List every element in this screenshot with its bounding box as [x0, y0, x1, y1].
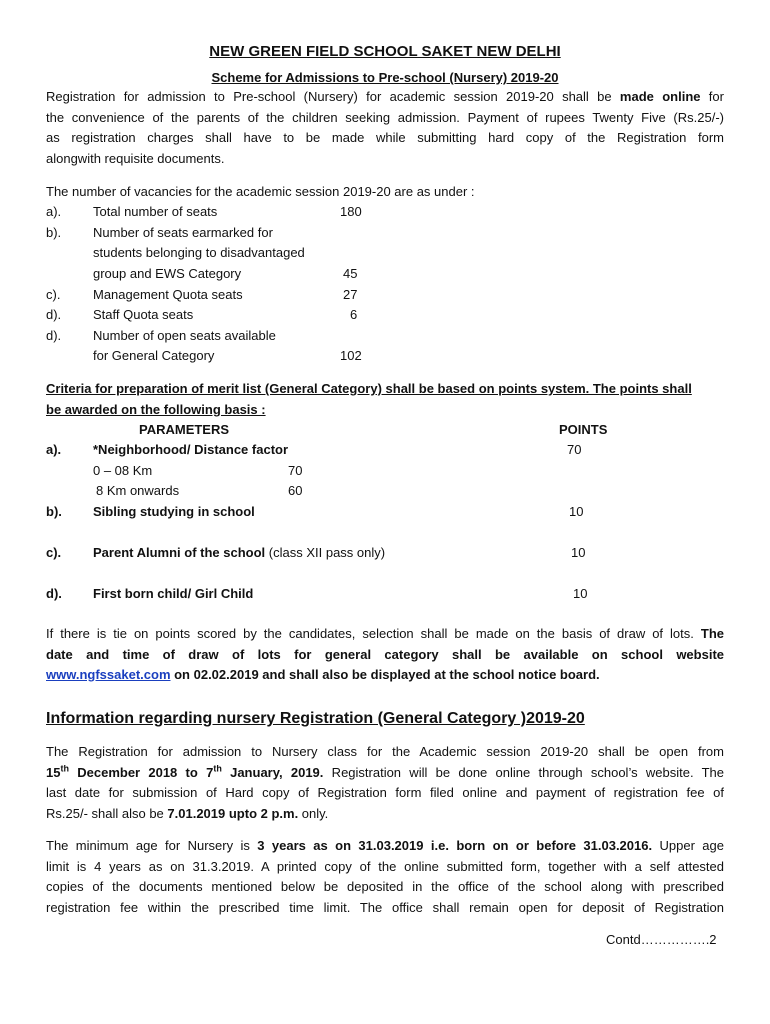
info-text: only.	[298, 805, 329, 821]
info-deadline: 7.01.2019 upto 2 p.m.	[167, 805, 299, 821]
info-text: Registration will be done online through school’s website. The	[323, 764, 724, 780]
column-header-points: POINTS	[559, 422, 608, 437]
criteria-points: 10	[569, 504, 584, 519]
criteria-points: 10	[573, 586, 588, 601]
vacancy-text: Staff Quota seats	[93, 307, 194, 322]
criteria-parameter: First born child/ Girl Child	[93, 586, 254, 601]
criteria-points: 10	[571, 545, 586, 560]
criteria-heading: Criteria for preparation of merit list (General Category) shall be based on points system. The points shall	[46, 381, 692, 396]
tie-emphasis: The	[700, 626, 724, 641]
criteria-subparameter: 0 – 08 Km	[93, 463, 153, 478]
info-line: copies of the documents mentioned below be deposited in the office of the school along with prescribed	[46, 879, 724, 894]
school-website-link[interactable]: www.ngfssaket.com	[46, 667, 171, 682]
info-paragraph-1	[46, 742, 724, 824]
info-line: registration fee within the prescribed time limit. The office shall remain open for deposit of Registration	[46, 899, 724, 915]
tie-line: date and time of draw of lots for general category shall be available on school website	[46, 646, 724, 662]
vacancies-heading: The number of vacancies for the academic session 2019-20 are as under :	[46, 184, 475, 199]
info-date: 15	[46, 764, 61, 780]
vacancy-value: 102	[340, 348, 362, 363]
intro-text: Registration for admission to Pre-school (Nursery) for academic session 2019-20 shall be	[46, 89, 620, 104]
intro-text: for	[700, 89, 724, 104]
vacancy-text: group and EWS Category	[93, 266, 242, 281]
criteria-parameter-text: Parent Alumni of the school	[93, 545, 266, 560]
intro-line: as registration charges shall have to be made while submitting hard copy of the Registration form	[46, 130, 724, 145]
vacancy-text: Total number of seats	[93, 204, 218, 219]
criteria-subpoints: 70	[288, 463, 303, 478]
continued-marker: Contd…………….2	[606, 932, 717, 947]
tie-text: on 02.02.2019 and shall also be displayed at the school notice board.	[170, 667, 600, 682]
criteria-points: 70	[567, 442, 582, 457]
vacancy-value: 180	[340, 204, 362, 219]
vacancy-value: 27	[343, 287, 358, 302]
vacancy-text: for General Category	[93, 348, 215, 363]
vacancy-label: b).	[46, 225, 62, 240]
info-text: The minimum age for Nursery is	[46, 838, 258, 853]
criteria-subpoints: 60	[288, 483, 303, 498]
tie-paragraph	[46, 624, 724, 686]
criteria-parameter	[93, 545, 385, 561]
info-line: The Registration for admission to Nursery class for the Academic session 2019-20 shall be open from	[46, 744, 724, 759]
tie-text: If there is tie on points scored by the candidates, selection shall be made on the basis of draw of lots.	[46, 626, 701, 641]
intro-emphasis: made online	[619, 89, 701, 104]
vacancy-text: Number of open seats available	[93, 328, 276, 343]
info-heading: Information regarding nursery Registration (General Category )2019-20	[46, 710, 585, 727]
criteria-label: a).	[46, 442, 62, 457]
vacancy-label: d).	[46, 328, 62, 343]
info-date-suffix: th	[60, 763, 69, 774]
column-header-parameters: PARAMETERS	[139, 422, 230, 437]
info-line: limit is 4 years as on 31.3.2019. A printed copy of the online submitted form, together with a self attested	[46, 858, 724, 874]
page-title: NEW GREEN FIELD SCHOOL SAKET NEW DELHI	[209, 43, 561, 60]
info-date: December 2018 to 7	[68, 764, 214, 780]
criteria-label: c).	[46, 545, 62, 560]
vacancy-value: 6	[350, 307, 358, 322]
vacancy-text: students belonging to disadvantaged	[93, 245, 305, 260]
info-age-rule: 3 years as on 31.03.2019 i.e. born on or before 31.03.2016.	[257, 838, 653, 853]
criteria-label: d).	[46, 586, 62, 601]
vacancy-label: c).	[46, 287, 61, 302]
info-date-suffix: th	[213, 763, 222, 774]
criteria-label: b).	[46, 504, 62, 519]
page-subtitle: Scheme for Admissions to Pre-school (Nursery) 2019-20	[211, 70, 559, 85]
info-text: Upper age	[652, 838, 724, 853]
vacancy-label: d).	[46, 307, 62, 322]
criteria-subparameter: 8 Km onwards	[96, 483, 180, 498]
intro-line: alongwith requisite documents.	[46, 150, 225, 166]
intro-paragraph	[46, 87, 724, 169]
criteria-parameter: Sibling studying in school	[93, 504, 255, 519]
vacancy-text: Management Quota seats	[93, 287, 243, 302]
intro-line: the convenience of the parents of the children seeking admission. Payment of rupees Twenty Five (Rs.25/-)	[46, 109, 724, 125]
vacancy-text: Number of seats earmarked for	[93, 225, 273, 240]
criteria-parameter-note: (class XII pass only)	[265, 545, 386, 560]
info-line: last date for submission of Hard copy of Registration form filed online and payment of registration fee of	[46, 785, 724, 800]
vacancy-value: 45	[343, 266, 358, 281]
info-text: Rs.25/- shall also be	[46, 805, 168, 821]
criteria-parameter: *Neighborhood/ Distance factor	[93, 442, 289, 457]
info-paragraph-2	[46, 836, 724, 918]
info-date: January, 2019.	[221, 764, 324, 780]
vacancy-label: a).	[46, 204, 62, 219]
criteria-heading: be awarded on the following basis :	[46, 402, 266, 417]
